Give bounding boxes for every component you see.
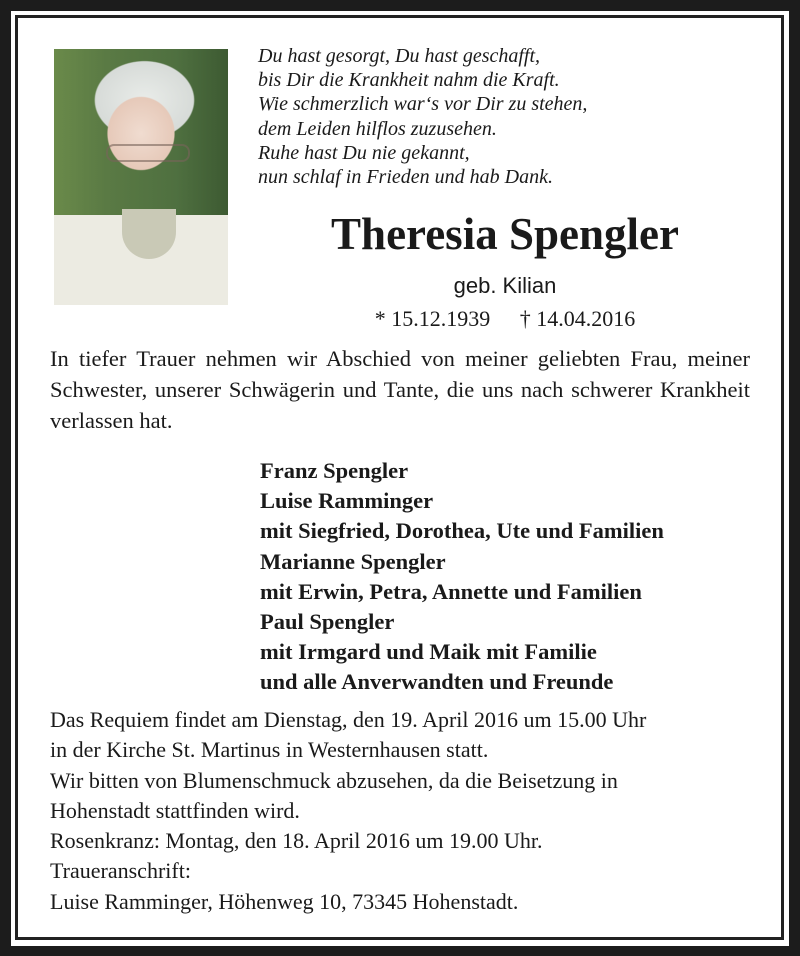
- birth-date: * 15.12.1939: [374, 306, 491, 331]
- family-member: mit Siegfried, Dorothea, Ute und Familien: [260, 518, 664, 544]
- info-line: Traueranschrift:: [50, 858, 191, 884]
- info-line: in der Kirche St. Martinus in Westernhausen statt.: [50, 737, 489, 763]
- poem-line: dem Leiden hilflos zuzusehen.: [258, 117, 497, 140]
- poem-line: Wie schmerzlich war‘s vor Dir zu stehen,: [258, 93, 588, 116]
- death-date: † 14.04.2016: [519, 306, 636, 331]
- family-member: Paul Spengler: [260, 609, 395, 635]
- life-dates: [230, 306, 780, 332]
- info-line: Hohenstadt stattfinden wird.: [50, 797, 300, 823]
- info-line: Luise Ramminger, Höhenweg 10, 73345 Hohenstadt.: [50, 888, 519, 914]
- poem-line: Ruhe hast Du nie gekannt,: [258, 141, 470, 164]
- poem-line: bis Dir die Krankheit nahm die Kraft.: [258, 69, 560, 92]
- family-member: und alle Anverwandten und Freunde: [260, 669, 614, 695]
- family-member: mit Erwin, Petra, Annette und Familien: [260, 578, 642, 604]
- info-line: Rosenkranz: Montag, den 18. April 2016 um 19.00 Uhr.: [50, 828, 543, 854]
- family-member: Franz Spengler: [260, 458, 409, 483]
- deceased-name: Theresia Spengler: [331, 209, 679, 259]
- poem-line: Du hast gesorgt, Du hast geschafft,: [258, 45, 541, 67]
- funeral-info: [50, 705, 646, 917]
- photo-glasses: [106, 144, 190, 162]
- family-list: [260, 456, 664, 698]
- portrait-photo: [54, 49, 228, 305]
- intro-text: In tiefer Trauer nehmen wir Abschied von meiner geliebten Frau, meiner Schwester, unserer Schwägerin und Tante, die uns nach schwerer Krankheit verlassen hat.: [50, 346, 750, 433]
- poem: [258, 44, 587, 189]
- family-member: mit Irmgard und Maik mit Familie: [260, 639, 597, 665]
- family-member: Luise Ramminger: [260, 488, 434, 514]
- poem-line: nun schlaf in Frieden und hab Dank.: [258, 166, 553, 189]
- maiden-name: geb. Kilian: [453, 273, 557, 298]
- family-member: Marianne Spengler: [260, 548, 446, 574]
- info-line: Das Requiem findet am Dienstag, den 19. April 2016 um 15.00 Uhr: [50, 707, 647, 732]
- info-line: Wir bitten von Blumenschmuck abzusehen, da die Beisetzung in: [50, 767, 618, 793]
